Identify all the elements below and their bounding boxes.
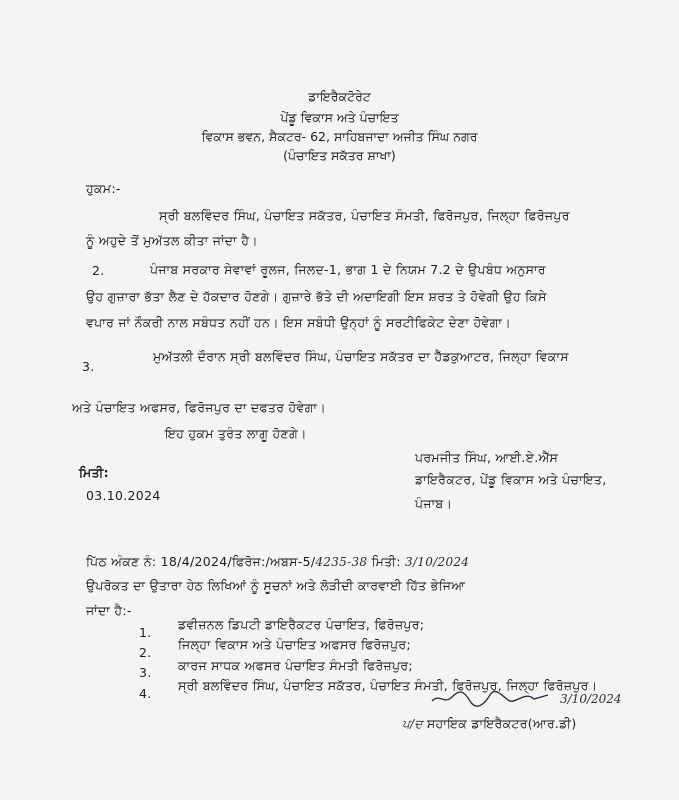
recipient-number: 3. [139, 665, 152, 680]
order-effect-line: ਇਹ ਹੁਕਮ ਤੁਰੰਤ ਲਾਗੂ ਹੋਣਗੇ। [165, 426, 307, 441]
signatory-name: ਪਰਮਜੀਤ ਸਿੰਘ, ਆਈ.ਏ.ਐੱਸ [415, 450, 559, 465]
endorsement-date-label: ਮਿਤੀ: [371, 554, 401, 569]
order-p2-line3: ਵਪਾਰ ਜਾਂ ਨੌਕਰੀ ਨਾਲ ਸਬੰਧਤ ਨਹੀਂ ਹਨ। ਇਸ ਸਬੰਧੀ ਉਨ੍ਹਾਂ ਨੂੰ ਸਰਟੀਫਿਕੇਟ ਦੇਣਾ ਹੋਵੇਗਾ। [86, 315, 511, 330]
recipient-text: ਕਾਰਜ ਸਾਧਕ ਅਫਸਰ ਪੰਚਾਇਤ ਸੰਮਤੀ ਫਿਰੋਜ਼ਪੁਰ; [178, 658, 413, 673]
order-p1-line2: ਨੂੰ ਅਹੁਦੇ ਤੋਂ ਮੁਅੱਤਲ ਕੀਤਾ ਜਾਂਦਾ ਹੈ। [86, 233, 258, 248]
signatory-state: ਪੰਜਾਬ। [415, 496, 453, 511]
recipient-text: ਡਵੀਜ਼ਨਲ ਡਿਪਟੀ ਡਾਇਰੈਕਟਰ ਪੰਚਾਇਤ, ਫਿਰੋਜ਼ਪੁਰ; [178, 617, 425, 632]
signatory-title: ਡਾਇਰੈਕਟਰ, ਪੇਂਡੂ ਵਿਕਾਸ ਅਤੇ ਪੰਚਾਇਤ, [415, 472, 607, 487]
recipient-number: 1. [139, 625, 152, 640]
date-label: ਮਿਤੀ: [79, 465, 109, 480]
recipient-number: 4. [139, 686, 152, 701]
recipient-text: ਜਿਲ੍ਹਾ ਵਿਕਾਸ ਅਤੇ ਪੰਚਾਇਤ ਅਫਸਰ ਫਿਰੋਜ਼ਪੁਰ; [178, 637, 411, 652]
endorsement-line1 [86, 554, 469, 570]
header-department: ਪੇਂਡੂ ਵਿਕਾਸ ਅਤੇ ਪੰਚਾਇਤ [280, 110, 399, 125]
assistant-director-sign [402, 716, 577, 732]
order-p3-line1: ਮੁਅੱਤਲੀ ਦੌਰਾਨ ਸ੍ਰੀ ਬਲਵਿੰਦਰ ਸਿੰਘ, ਪੰਚਾਇਤ ਸਕੱਤਰ ਦਾ ਹੈੱਡਕੁਆਟਰ, ਜਿਲ੍ਹਾ ਵਿਕਾਸ [153, 349, 569, 364]
assistant-prefix: ਪ/ਦ [402, 717, 423, 731]
endorsement-line2: ਉਪਰੋਕਤ ਦਾ ਉਤਾਰਾ ਹੇਠ ਲਿਖਿਆਂ ਨੂੰ ਸੂਚਨਾਂ ਅਤੇ ਲੋੜੀਦੀ ਕਾਰਵਾਈ ਹਿੱਤ ਭੇਜਿਆ [86, 578, 466, 593]
date-value: 03.10.2024 [86, 488, 161, 503]
order-p2-line1: ਪੰਜਾਬ ਸਰਕਾਰ ਸੇਵਾਵਾਂ ਰੂਲਜ, ਜਿਲਦ-1, ਭਾਗ 1 ਦੇ ਨਿਯਮ 7.2 ਦੇ ਉਪਬੰਧ ਅਨੁਸਾਰ [150, 262, 546, 277]
header-address: ਵਿਕਾਸ ਭਵਨ, ਸੈਕਟਰ- 62, ਸਾਹਿਬਜਾਦਾ ਅਜੀਤ ਸਿੰਘ ਨਗਰ [201, 129, 478, 144]
order-heading: ਹੁਕਮ:- [86, 181, 121, 196]
header-directorate: ਡਾਇਰੈਕਟੋਰੇਟ [308, 89, 371, 104]
endorsement-number: 18/4/2024/ਫਿਰੋਜ:/ਅਬਸ-5/ [160, 554, 316, 569]
signature-handwritten-date: 3/10/2024 [560, 692, 622, 706]
order-p1-line1: ਸ੍ਰੀ ਬਲਵਿੰਦਰ ਸਿੰਘ, ਪੰਚਾਇਤ ਸਕੱਤਰ, ਪੰਚਾਇਤ ਸੰਮਤੀ, ਫਿਰੋਜਪੁਰ, ਜਿਲ੍ਹਾ ਫਿਰੋਜਪੁਰ [159, 208, 570, 223]
recipient-text: ਸ੍ਰੀ ਬਲਵਿੰਦਰ ਸਿੰਘ, ਪੰਚਾਇਤ ਸਕੱਤਰ, ਪੰਚਾਇਤ ਸੰਮਤੀ, ਫਿਰੋਜ਼ਪੁਰ, ਜਿਲ੍ਹਾ ਫਿਰੋਜ਼ਪੁਰ। [178, 678, 598, 693]
order-p2-line2: ਉਹ ਗੁਜ਼ਾਰਾ ਭੱਤਾ ਲੈਣ ਦੇ ਹੱਕਦਾਰ ਹੋਣਗੇ। ਗੁਜ਼ਾਰੇ ਭੱਤੇ ਦੀ ਅਦਾਇਗੀ ਇਸ ਸ਼ਰਤ ਤੇ ਹੋਵੇਗੀ ਉਹ ਕਿਸੇ [86, 289, 547, 304]
assistant-title: ਸਹਾਇਕ ਡਾਇਰੈਕਟਰ(ਆਰ.ਡੀ) [426, 716, 577, 731]
endorsement-line3: ਜਾਂਦਾ ਹੈ:- [86, 603, 132, 618]
endorsement-handwritten-number: 4235-38 [315, 555, 368, 569]
endorsement-prefix: ਪਿੱਠ ਅੰਕਣ ਨੰ: [86, 554, 157, 569]
order-p3-line2: ਅਤੇ ਪੰਚਾਇਤ ਅਫਸਰ, ਫਿਰੋਜਪੁਰ ਦਾ ਦਫਤਰ ਹੋਵੇਗਾ। [72, 400, 326, 415]
recipient-number: 2. [139, 645, 152, 660]
order-p2-number: 2. [92, 263, 105, 278]
endorsement-handwritten-date: 3/10/2024 [405, 555, 470, 569]
handwritten-signature [430, 687, 555, 709]
header-branch: (ਪੰਚਾਇਤ ਸਕੱਤਰ ਸ਼ਾਖਾ) [283, 148, 396, 163]
order-p3-number: 3. [82, 359, 95, 374]
